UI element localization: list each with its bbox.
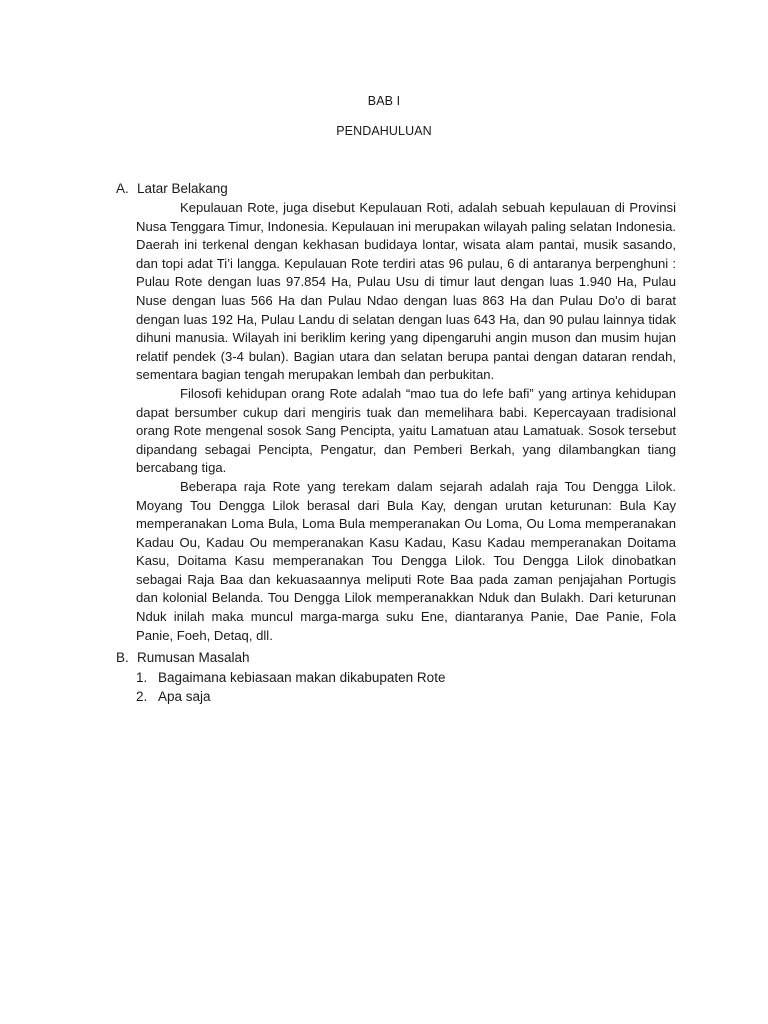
paragraph: Filosofi kehidupan orang Rote adalah “mao tua do lefe bafi” yang artinya kehidupan dapat bersumber cukup dari mengiris tuak dan memelihara babi. Kepercayaan tradisional orang Rote mengenal sosok Sang Pencipta, yaitu Lamatuan atau Lamatuak. Sosok tersebut dipandang sebagai Pencipta, Pengatur, dan Pemberi Berkah, yang dilambangkan tiang bercabang tiga. <box>136 385 676 476</box>
list-item <box>136 687 445 706</box>
chapter-label: BAB I <box>367 94 401 108</box>
chapter-title: PENDAHULUAN <box>336 124 432 138</box>
list-text: Bagaimana kebiasaan makan dikabupaten Rote <box>158 670 446 685</box>
section-letter: B. <box>116 650 129 665</box>
list-number: 1. <box>136 670 148 685</box>
section-title: Latar Belakang <box>137 181 228 196</box>
problem-list <box>136 668 445 706</box>
section-title: Rumusan Masalah <box>137 650 250 665</box>
section-body-latar-belakang <box>136 199 676 645</box>
paragraph: Kepulauan Rote, juga disebut Kepulauan Roti, adalah sebuah kepulauan di Provinsi Nusa Tenggara Timur, Indonesia. Kepulauan ini merupakan wilayah paling selatan Indonesia. Daerah ini terkenal dengan kekhasan budidaya lontar, wisata alam pantai, musik sasando, dan topi adat Ti’i langga. Kepulauan Rote terdiri atas 96 pulau, 6 di antaranya berpenghuni : Pulau Rote dengan luas 97.854 Ha, Pulau Usu di timur laut dengan luas 1.940 Ha, Pulau Nuse dengan luas 566 Ha dan Pulau Ndao dengan luas 863 Ha dan Pulau Do'o di barat dengan luas 192 Ha, Pulau Landu di selatan dengan luas 643 Ha, dan 90 pulau lainnya tidak dihuni manusia. Wilayah ini beriklim kering yang dipengaruhi angin muson dan musim hujan relatif pendek (3-4 bulan). Bagian utara dan selatan berupa pantai dengan dataran rendah, sementara bagian tengah merupakan lembah dan perbukitan. <box>136 200 676 383</box>
section-heading-latar-belakang <box>116 180 228 198</box>
list-item <box>136 668 445 687</box>
section-heading-rumusan-masalah <box>116 649 250 667</box>
list-text: Apa saja <box>158 689 211 705</box>
section-letter: A. <box>116 181 129 196</box>
list-number: 2. <box>136 689 148 705</box>
paragraph: Beberapa raja Rote yang terekam dalam sejarah adalah raja Tou Dengga Lilok. Moyang Tou Dengga Lilok berasal dari Bula Kay, dengan urutan keturunan: Bula Kay memperanakan Loma Bula, Loma Bula memperanakan Ou Loma, Ou Loma memperanakan Kadau Ou, Kadau Ou memperanakan Kasu Kadau, Kasu Kadau memperanakan Doitama Kasu, Doitama Kasu memperanakan Tou Dengga Lilok. Tou Dengga Lilok dinobatkan sebagai Raja Baa dan kekuasaannya meliputi Rote Baa pada zaman penjajahan Portugis dan kolonial Belanda. Tou Dengga Lilok memperanakkan Nduk dan Bulakh. Dari keturunan Nduk inilah maka muncul marga-marga suku Ene, diantaranya Panie, Dae Panie, Fola Panie, Foeh, Detaq, dll. <box>136 478 676 643</box>
